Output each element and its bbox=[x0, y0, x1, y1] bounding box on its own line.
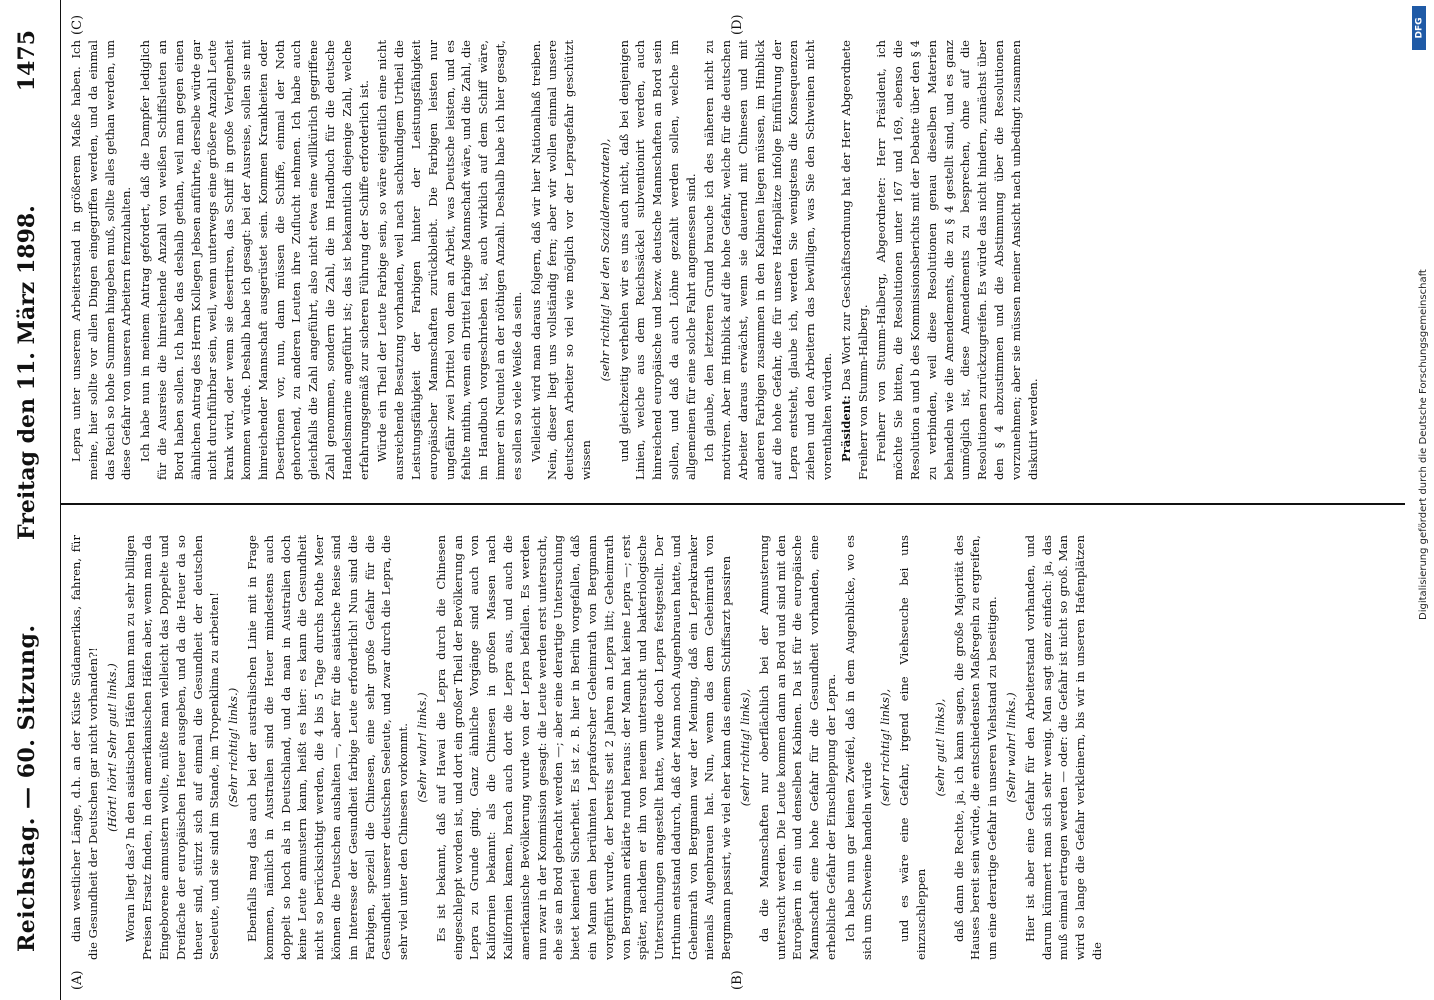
paragraph bbox=[122, 535, 223, 960]
header-session: Reichstag. — 60. Sitzung. bbox=[14, 624, 40, 952]
paragraph-text: Woran liegt das? In den asiatischen Häfen kann man zu sehr billigen Preisen Ersatz finden, in den amerikanischen Häfen aber, wenn man da Eingeborene anmustern wollte, müßte man vielleicht das Doppelte und Dreifache der europäischen Heuer ausgeben, und da die Heuer da so theuer sind, stürzt sich auf einmal die Gesundheit der deutschen Seeleute, und sie sind im Stande, im Tropenklima zu arbeiten! bbox=[123, 535, 222, 960]
paragraph-text: Ich habe nun gar keinen Zweifel, daß in dem Augenblicke, wo es sich um Schweine handeln würde bbox=[842, 535, 874, 960]
paragraph-text: da die Mannschaften nur oberflächlich bei der Anmusterung untersucht werden. Die Leute kommen dann an Bord und sind mit den Europäern in ein und denselben Kabinen. Da ist für die europäische Mannschaft eine hohe Gefahr für die Gesundheit vorhanden, eine erhebliche Gefahr der Einschleppung der Lepra. bbox=[756, 535, 839, 960]
paragraph bbox=[374, 40, 525, 480]
paragraph-text: dian westlicher Länge, d.h. an der Küste Südamerikas, fahren, für die Gesundheit der Deutschen gar nicht vorhanden?! bbox=[69, 535, 100, 960]
paragraph bbox=[244, 535, 412, 960]
column-divider bbox=[60, 504, 1405, 506]
paragraph-text: Hier ist aber eine Gefahr für den Arbeiterstand vorhanden, und darum kümmert man sich sehr wenig. Man sagt ganz einfach: ja, das muß einmal ertragen werden — oder: die Gefahr ist nicht so groß. Man wird so lange die Gefahr verkleinern, bis wir in unseren Hafenplätzen die bbox=[1022, 535, 1105, 960]
paragraph bbox=[842, 535, 876, 960]
paragraph-text: Das Wort zur Geschäftsordnung hat der Herr Abgeordnete Freiherr von Stumm-Halberg. bbox=[838, 40, 870, 480]
paragraph-text: (sehr richtig! bei den Sozialdemokraten), bbox=[597, 138, 612, 382]
paragraph bbox=[951, 535, 1001, 960]
margin-marker-b: (B) bbox=[730, 970, 745, 990]
paragraph-text: und gleichzeitig verhehlen wir es uns auch nicht, daß bei denjenigen Linien, welche aus dem Reichssäckel subventionirt werden, auch hinreichend europäische und bezw. deutsche Mannschaften an Bord sein sollen, und daß da auch Löhne gezahlt werden sollen, welche im allgemeinen für eine solche Fahrt angemessen sind. bbox=[616, 40, 698, 480]
paragraph-text: Würde ein Theil der Leute Farbige sein, so wäre eigentlich eine nicht ausreichende Besatzung vorhanden, weil nach sachkundigem Urtheil die Leistungsfähigkeit der Farbigen hinter der Leistungsfähigkeit europäischer Mannschaften zurückbleibt. Die Farbigen leisten nur ungefähr zwei Drittel von dem an Arbeit, was Deutsche leisten, und es fehlte mithin, wenn ein Drittel farbige Mannschaft wäre, und die Zahl, die im Handbuch vorgeschrieben ist, auch wirklich auf dem Schiff wäre, immer ein Neuntel an der nöthigen Anzahl. Deshalb habe ich hier gesagt, es sollen so viele Weiße da sein. bbox=[375, 40, 524, 480]
page-header bbox=[0, 0, 61, 1000]
paragraph-text: Ebenfalls mag das auch bei der australischen Linie mit in Frage kommen, nämlich in Australien sind die Heuer mindestens auch doppelt so hoch als in Deutschland, und da man in Australien doch keine Leute anmustern kann, heißt es hier: es kann die Gesundheit nicht so berücksichtigt werden, die 4 bis 5 Tage durchs Rothe Meer können die Deutschen aushalten —, aber für die asiatische Reise sind im Interesse der Gesundheit farbige Leute erforderlich! Nun sind die Farbigen, speziell die Chinesen, eine sehr große Gefahr für die Gesundheit unserer deutschen Seeleute, und zwar durch die Lepra, die sehr viel unter den Chinesen vorkommt. bbox=[244, 535, 411, 960]
paragraph-text: (sehr richtig! links), bbox=[738, 688, 753, 807]
paragraph-text: Lepra unter unserem Arbeiterstand in größerem Maße haben. Ich meine, hier sollte vor allen Dingen eingegriffen werden, und da einmal das Reich so hohe Summen hingeben muß, sollte alles gethan werden, um diese Gefahr von unseren Arbeitern fernzuhalten. bbox=[69, 40, 134, 480]
paragraph-text: Ich habe nun in meinem Antrag gefordert, daß die Dampfer lediglich für die Ausreise die hinreichende Anzahl von weißen Schiffsleuten an Bord haben sollen. Ich habe das deshalb gethan, weil man gegen einen ähnlichen Antrag des Herrn Kollegen Jebsen anführte, derselbe würde gar nicht durchführbar sein, weil, wenn unterwegs eine größere Anzahl Leute krank wird, oder wenn sie desertiren, das Schiff in große Verlegenheit kommen würde. Deshalb habe ich gesagt: bei der Ausreise, sollen sie mit hinreichender Mannschaft ausgerüstet sein. Kommen Krankheiten oder Desertionen vor, nun, dann müssen die Schiffe, einmal der Noth gehorchend, zu anderen Leuten ihre Zuflucht nehmen. Ich habe auch gleichfalls die Zahl angeführt, also nicht etwa eine willkürlich gegriffene Zahl genommen, sondern die Zahl, die im Handbuch für die deutsche Handelsmarine angeführt ist; das ist bekanntlich diejenige Zahl, welche erfahrungsgemäß zur sicheren Führung der Schiffe erforderlich ist. bbox=[138, 40, 371, 480]
paragraph bbox=[701, 40, 835, 480]
margin-marker-d: (D) bbox=[730, 14, 745, 35]
paragraph bbox=[433, 535, 735, 960]
paragraph bbox=[1022, 535, 1106, 960]
paragraph bbox=[896, 535, 930, 960]
interjection bbox=[597, 40, 614, 480]
interjection bbox=[1003, 535, 1020, 960]
paragraph bbox=[528, 40, 595, 480]
dfg-logo: DFG bbox=[1412, 6, 1426, 50]
paragraph-text: (sehr richtig! links), bbox=[878, 688, 893, 807]
digitization-note: Digitalisierung gefördert durch die Deutsche Forschungsgemeinschaft bbox=[1418, 269, 1429, 620]
speaker-label: Präsident: bbox=[838, 395, 853, 462]
margin-marker-a: (A) bbox=[70, 970, 85, 990]
interjection bbox=[225, 535, 242, 960]
interjection bbox=[414, 535, 431, 960]
interjection bbox=[877, 535, 894, 960]
paragraph bbox=[873, 40, 1041, 480]
margin-marker-c: (C) bbox=[70, 14, 85, 35]
header-date: Freitag den 11. März 1898. bbox=[14, 205, 40, 540]
paragraph-text: Es ist bekannt, daß auf Hawai die Lepra durch die Chinesen eingeschleppt worden ist, und dort ein großer Theil der Bevölkerung an Lepra zu Grunde ging. Ganz ähnliche Vorgänge sind auch von Kalifornien bekannt: als die Chinesen in großen Massen nach Kalifornien kamen, brach auch dort die Lepra aus, und auch die amerikanische Bevölkerung wurde von der Lepra befallen. Es werden nun zwar in der Kommission gesagt: die Leute werden erst untersucht, ehe sie an Bord gebracht werden —; aber eine derartige Untersuchung bietet keinerlei Sicherheit. Es ist z. B. hier in Berlin vorgefallen, daß ein Mann dem berühmten Lepraforscher Geheimrath von Bergmann vorgeführt wurde, der bereits seit 2 Jahren an Lepra litt; Geheimrath von Bergmann erklärte rund heraus: der Mann hat keine Lepra —; erst später, nachdem er ihn von neuem untersucht und bakteriologische Untersuchungen angestellt hatte, wurde doch Lepra festgestellt. Der Irrthum entstand dadurch, daß der Mann noch Augenbrauen hatte, und Geheimrath von Bergmann war der Meinung, daß ein Leprakranker niemals Augenbrauen hat. Nun, wenn das dem Geheimrath von Bergmann passirt, wie viel eher kann das einem Schiffsarzt passiren bbox=[433, 535, 734, 960]
paragraph bbox=[68, 40, 135, 480]
paragraph bbox=[756, 535, 840, 960]
paragraph-text: (Sehr wahr! links.) bbox=[414, 692, 429, 803]
paragraph-text: (Sehr richtig! links.) bbox=[226, 687, 241, 808]
right-column bbox=[68, 40, 1388, 480]
paragraph-text: (sehr gut! links), bbox=[932, 698, 947, 797]
paragraph-text: Ich glaube, den letzteren Grund brauche ich des näheren nicht zu motiviren. Aber im Hinblick auf die hohe Gefahr, welche für die deutschen Arbeiter daraus erwächst, wenn sie dauernd mit Chinesen und mit anderen Farbigen zusammen in den Kabinen liegen müssen, im Hinblick auf die hohe Gefahr, die für unsere Hafenplätze infolge Einführung der Lepra entsteht, glaube ich, werden Sie wenigstens die Konsequenzen ziehen und den Arbeitern das bewilligen, was Sie den Schweinen nicht vorenthalten würden. bbox=[702, 40, 835, 480]
paragraph-text: und es wäre eine Gefahr, irgend eine Viehseuche bei uns einzuschleppen bbox=[897, 535, 929, 960]
paragraph-text: Vielleicht wird man daraus folgern, daß wir hier Nationalhaß treiben. Nein, dieser liegt uns vollständig fern; aber wir wollen einmal unsere deutschen Arbeiter so viel wie möglich vor der Lepragefahr geschützt wissen bbox=[528, 40, 593, 480]
paragraph-text: Freiherr von Stumm-Halberg, Abgeordneter: Herr Präsident, ich möchte Sie bitten, die Resolutionen unter 167 und 169, ebenso die Resolution a und b des Kommissionsberichts mit der Debatte über den § 4 zu verbinden, weil diese Resolutionen genau dieselben Materien behandeln wie die Amendements, die zu § 4 gestellt sind, und es ganz unmöglich ist, diese Amendements zu besprechen, ohne auf die Resolutionen zurückzugreifen. Es würde das nicht hindern, zunächst über den § 4 abzustimmen und die Abstimmung über die Resolutionen vorzunehmen; aber sie müssen meiner Ansicht nach unbedingt zusammen diskutirt werden. bbox=[874, 40, 1040, 480]
paragraph bbox=[68, 535, 102, 960]
paragraph bbox=[838, 40, 872, 480]
interjection bbox=[104, 535, 121, 960]
paragraph bbox=[137, 40, 372, 480]
interjection bbox=[932, 535, 949, 960]
paragraph bbox=[616, 40, 700, 480]
paragraph-text: (Hört! hört! Sehr gut! links.) bbox=[104, 663, 119, 832]
left-column bbox=[68, 535, 1388, 960]
paragraph-text: (Sehr wahr! links.) bbox=[1004, 692, 1019, 803]
interjection bbox=[737, 535, 754, 960]
page-number: 1475 bbox=[14, 30, 40, 92]
paragraph-text: daß dann die Rechte, ja, ich kann sagen, die große Majorität des Hauses bereit sein würde, die entschiedensten Maßregeln zu ergreifen, um eine derartige Gefahr in unseren Viehstand zu beseitigen. bbox=[951, 535, 1000, 960]
